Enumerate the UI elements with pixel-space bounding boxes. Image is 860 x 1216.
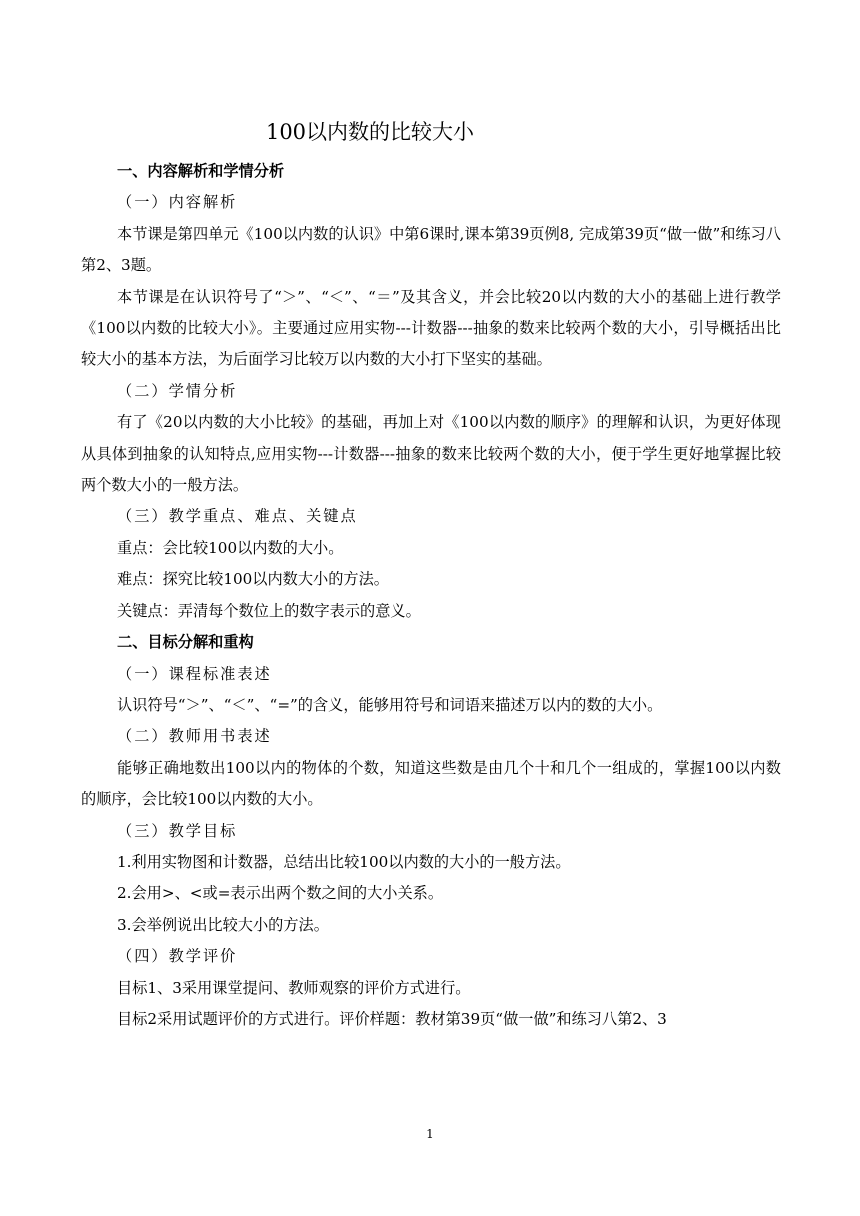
subsection-heading-teacher-book: （二）教师用书表述 bbox=[117, 727, 272, 746]
paragraph-teacher-book: 能够正确地数出100以内的物体的个数，知道这些数是由几个十和几个一组成的，掌握100以内数的顺序，会比较100以内数的大小。 bbox=[81, 758, 781, 809]
section-heading-content-analysis: 一、内容解析和学情分析 bbox=[117, 162, 285, 180]
subsection-heading-key-points: （三）教学重点、难点、关键点 bbox=[117, 507, 358, 526]
teaching-goal-item: 1.利用实物图和计数器，总结出比较100以内数的大小的一般方法。 bbox=[117, 852, 571, 871]
subsection-heading-learner-analysis: （二）学情分析 bbox=[117, 381, 238, 400]
difficulty-line: 难点：探究比较100以内数大小的方法。 bbox=[117, 570, 389, 589]
subsection-heading-content: （一）内容解析 bbox=[117, 193, 238, 212]
curriculum-standard-line: 认识符号“＞”、“＜”、“=”的含义，能够用符号和词语来描述万以内的数的大小。 bbox=[117, 695, 663, 714]
paragraph-lesson-position: 本节课是第四单元《100以内数的认识》中第6课时,课本第39页例8, 完成第39页“做一做”和练习八第2、3题。 bbox=[81, 224, 781, 275]
critical-point-line: 关键点：弄清每个数位上的数字表示的意义。 bbox=[117, 601, 421, 620]
section-heading-goal-decomposition: 二、目标分解和重构 bbox=[117, 633, 254, 652]
key-point-line: 重点：会比较100以内数的大小。 bbox=[117, 538, 344, 557]
paragraph-lesson-basis: 本节课是在认识符号了“＞”、“＜”、“＝”及其含义，并会比较20以内数的大小的基础上进行教学《100以内数的比较大小》。主要通过应用实物---计数器---抽象的数来比较两个数的大小，引导概括出比较大小的基本方法，为后面学习比较万以内数的大小打下坚实的基础。 bbox=[81, 287, 781, 369]
subsection-heading-teaching-goals: （三）教学目标 bbox=[117, 821, 238, 840]
page-number: 1 bbox=[426, 1127, 434, 1141]
document-body bbox=[81, 156, 781, 1035]
evaluation-line: 目标2采用试题评价的方式进行。评价样题：教材第39页“做一做”和练习八第2、3 bbox=[117, 1009, 667, 1028]
subsection-heading-curriculum-standard: （一）课程标准表述 bbox=[117, 664, 272, 683]
paragraph-learner-analysis: 有了《20以内数的大小比较》的基础，再加上对《100以内数的顺序》的理解和认识，为更好体现从具体到抽象的认知特点,应用实物---计数器---抽象的数来比较两个数的大小，便于学生更好地掌握比较两个数大小的一般方法。 bbox=[81, 413, 781, 495]
teaching-goal-item: 3.会举例说出比较大小的方法。 bbox=[117, 915, 329, 934]
subsection-heading-evaluation: （四）教学评价 bbox=[117, 947, 238, 966]
document-title: 100以内数的比较大小 bbox=[265, 120, 475, 144]
evaluation-line: 目标1、3采用课堂提问、教师观察的评价方式进行。 bbox=[117, 978, 471, 997]
teaching-goal-item: 2.会用>、<或=表示出两个数之间的大小关系。 bbox=[117, 884, 444, 903]
